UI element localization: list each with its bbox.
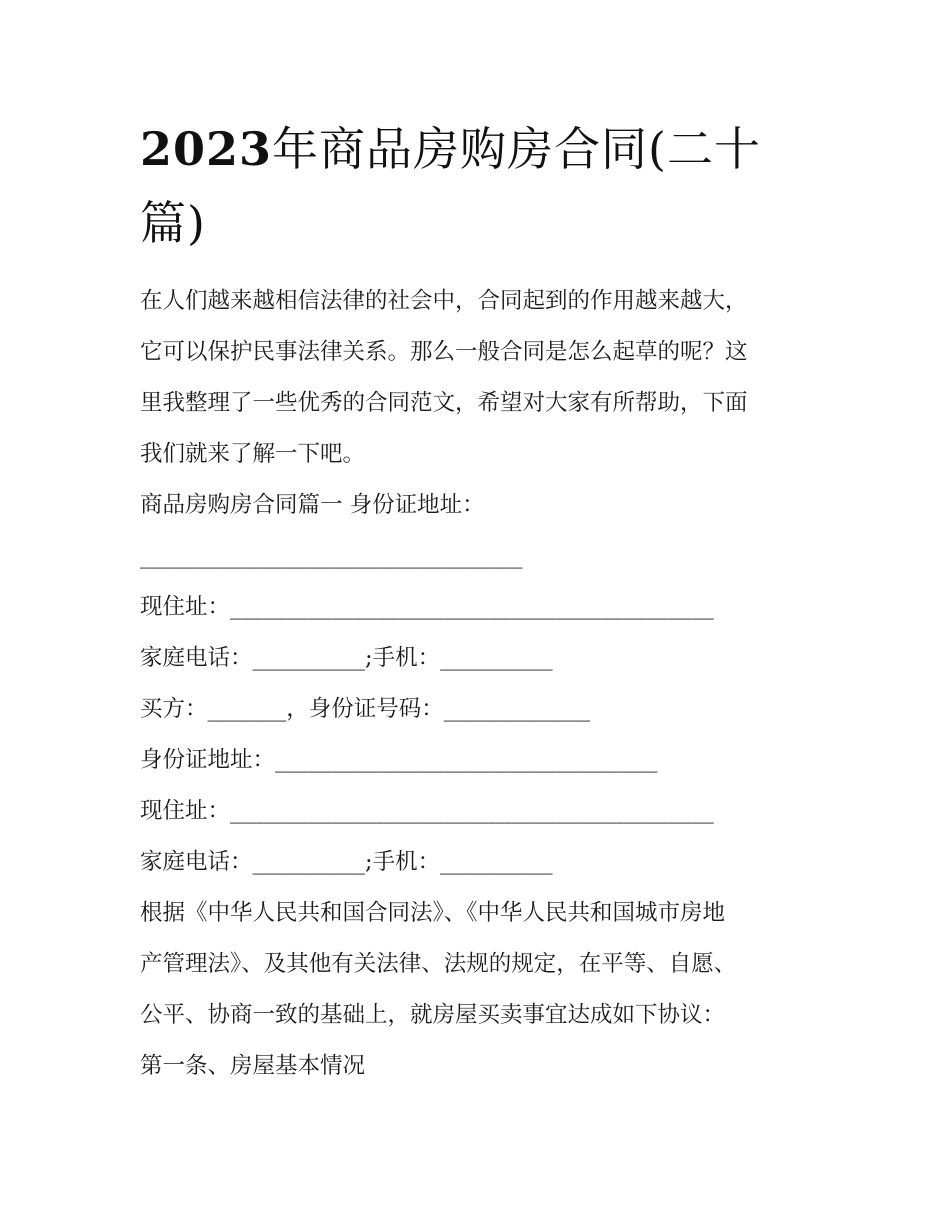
legal-basis-line: 公平、协商一致的基础上，就房屋买卖事宜达成如下协议： <box>140 1002 726 1028</box>
document-body <box>140 276 820 1092</box>
legal-basis-line: 根据《中华人民共和国合同法》、《中华人民共和国城市房地 <box>140 900 726 926</box>
document-title <box>140 112 820 260</box>
phone-field: 家庭电话：__________;手机：__________ <box>140 645 553 671</box>
article-heading: 第一条、房屋基本情况 <box>140 1053 366 1079</box>
intro-line: 里我整理了一些优秀的合同范文，希望对大家有所帮助，下面 <box>140 390 748 416</box>
intro-line: 我们就来了解一下吧。 <box>140 441 366 467</box>
intro-line: 它可以保护民事法律关系。那么一般合同是怎么起草的呢？这 <box>140 339 748 365</box>
title-year: 2023 <box>140 122 273 176</box>
buyer-field: 买方：_______，身份证号码：_____________ <box>140 696 591 722</box>
section-heading: 商品房购房合同篇一 身份证地址： <box>140 492 485 518</box>
legal-basis-line: 产管理法》、及其他有关法律、法规的规定，在平等、自愿、 <box>140 951 737 977</box>
title-text: 年商品房购房合同(二十 <box>272 122 761 176</box>
blank-field-line: __________________________________ <box>140 543 523 569</box>
title-text-line2: 篇) <box>140 196 206 250</box>
phone-field: 家庭电话：__________;手机：__________ <box>140 849 553 875</box>
address-field: 现住址：___________________________________________ <box>140 798 714 824</box>
intro-line: 在人们越来越相信法律的社会中，合同起到的作用越来越大， <box>140 288 748 314</box>
id-address-field: 身份证地址：__________________________________ <box>140 747 658 773</box>
address-field: 现住址：___________________________________________ <box>140 594 714 620</box>
